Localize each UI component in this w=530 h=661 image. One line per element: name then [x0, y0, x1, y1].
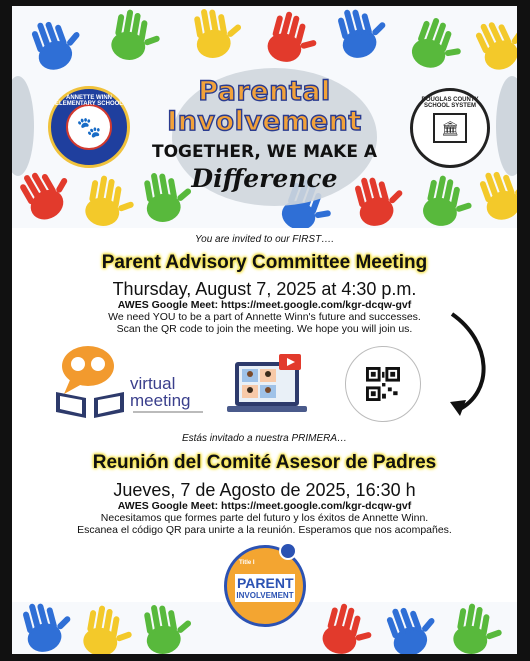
meeting-datetime-spanish: Jueves, 7 de Agosto de 2025, 16:30 h — [113, 480, 416, 500]
message-spanish-line2: Escanea el código QR para unirte a la reunión. Esperamos que nos acompañes. — [77, 524, 452, 536]
school-mascot-icon: 🐾 — [66, 104, 112, 150]
virtual-meeting-icon — [50, 340, 130, 420]
scan-me-qr-code[interactable] — [345, 346, 421, 422]
title-parental: Parental — [198, 76, 331, 107]
meeting-heading-spanish: Reunión del Comité Asesor de Padres — [92, 452, 437, 473]
tagline-script: Difference — [191, 164, 338, 193]
logo-dcss-text: DOUGLAS COUNTY SCHOOL SYSTEM — [421, 97, 479, 109]
flyer-page — [12, 6, 517, 654]
tagline: TOGETHER, WE MAKE A — [151, 142, 378, 162]
logo-involvement-text: INVOLVEMENT — [236, 591, 294, 600]
title-one-parent-involvement-logo — [224, 545, 306, 627]
title-involvement: Involvement — [167, 106, 362, 137]
logo-awes-text: ANNETTE WINN ELEMENTARY SCHOOL — [55, 95, 123, 107]
message-english-line1: We need YOU to be a part of Annette Winn's future and successes. — [108, 311, 421, 323]
google-meet-link-english[interactable]: AWES Google Meet: https://meet.google.com/kgr-dcqw-gvf — [117, 299, 412, 311]
virtual-meeting-underline — [133, 411, 203, 413]
virtual-meeting-label — [130, 375, 190, 409]
invite-english: You are invited to our FIRST…. — [195, 234, 334, 245]
meeting-heading-english: Parent Advisory Committee Meeting — [101, 252, 428, 273]
video-conference-laptop-icon — [227, 354, 307, 420]
logo-ball-icon — [279, 542, 297, 560]
courthouse-icon: 🏛 — [433, 113, 467, 143]
message-english-line2: Scan the QR code to join the meeting. We hope you will join us. — [116, 323, 413, 335]
logo-title-one-text: Title I — [239, 560, 255, 566]
virtual-label-line1: virtual — [130, 374, 176, 393]
google-meet-link-spanish[interactable]: AWES Google Meet: https://meet.google.com/kgr-dcqw-gvf — [117, 500, 412, 512]
message-spanish-line1: Necesitamos que formes parte del futuro y los éxitos de Annette Winn. — [100, 512, 429, 524]
logo-parent-text: PARENT — [237, 575, 294, 591]
meeting-datetime-english: Thursday, August 7, 2025 at 4:30 p.m. — [112, 279, 417, 299]
invite-spanish: Estás invitado a nuestra PRIMERA… — [181, 433, 348, 444]
curved-arrow-icon — [422, 312, 492, 418]
virtual-label-line2: meeting — [130, 391, 191, 410]
header-banner — [12, 6, 517, 228]
qr-code-icon — [366, 367, 400, 401]
